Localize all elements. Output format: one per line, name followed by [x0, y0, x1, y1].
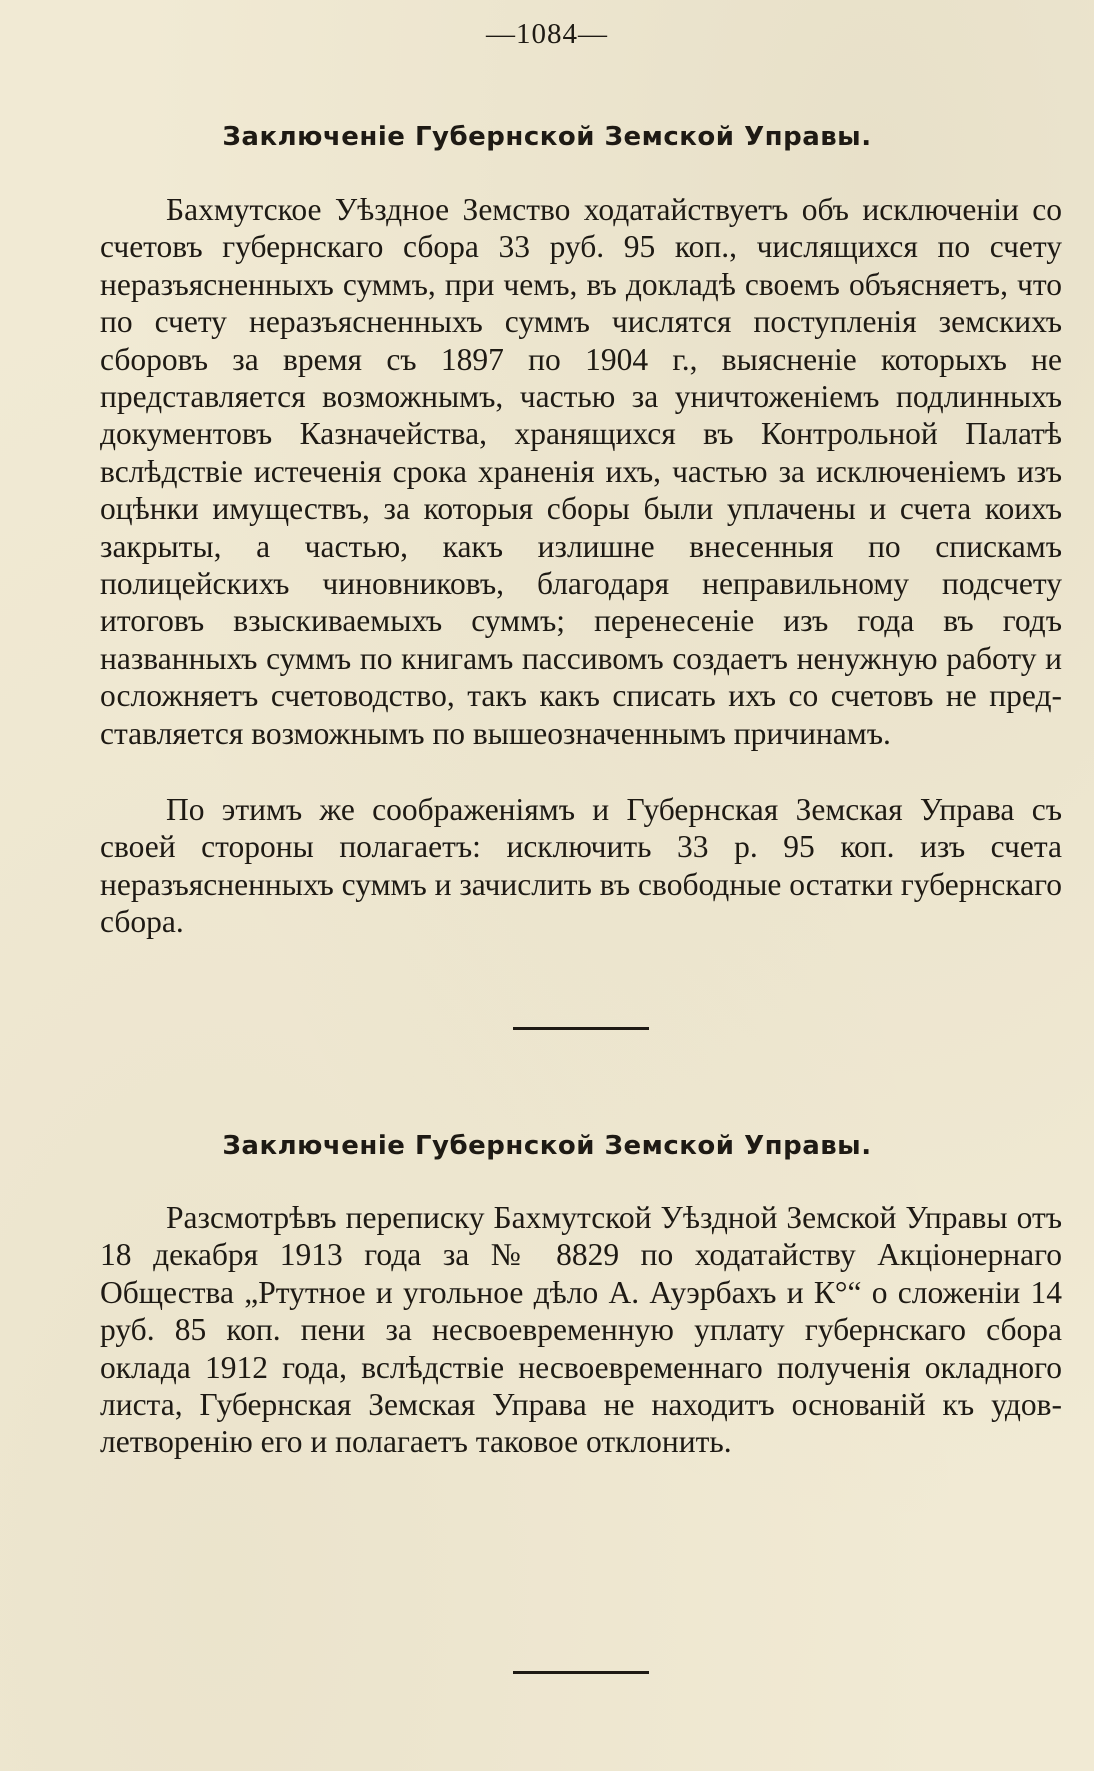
section-1-paragraph-1: Бахмутское Уѣздное Земство ходатайствуетъ объ исключеніи со счетовъ губернскаго сбора 33 руб. 95 коп., числящихся по счету неразъясненныхъ суммъ, при чемъ, въ докладѣ своемъ объясняетъ, что по счету неразъясненныхъ суммъ числятся поступленія земскихъ сборовъ за время съ 1897 по 1904 г., выясненіе которыхъ не представляется возможнымъ, частью за уничтоженіемъ подлинныхъ документовъ Казначейства, хранящихся въ Контрольной Палатѣ вслѣдствіе истеченія срока храненія ихъ, частью за исключеніемъ изъ оцѣнки имуществъ, за которыя сборы были уплачены и счета коихъ закрыты, а частью, какъ излишне внесенныя по спискамъ полицейскихъ чиновниковъ, благодаря неправильному подсчету итоговъ взыскиваемыхъ суммъ; перенесеніе изъ года въ годъ названныхъ суммъ по книгамъ пассивомъ создаетъ ненужную работу и осложняетъ счетоводство, такъ какъ списать ихъ со счетовъ не представляется возможнымъ по вышеозначеннымъ причинамъ. — [100, 192, 1062, 751]
section-2-heading: Заключеніе Губернской Земской Управы. — [222, 1131, 872, 1161]
page-number: —1084— — [486, 18, 608, 50]
section-1-heading: Заключеніе Губернской Земской Управы. — [222, 122, 872, 152]
section-2-paragraph-1: Разсмотрѣвъ переписку Бахмутской Уѣздной Земской Управы отъ 18 декабря 1913 года за № 8829 по ходатайству Акціонернаго Общества „Ртутное и угольное дѣло А. Ауэрбахъ и К°“ о сложеніи 14 руб. 85 коп. пени за несвоевременную уплату губернскаго сбора оклада 1912 года, вслѣдствіе несвоевременнаго полученія окладного листа, Губернская Земская Управа не находитъ основаній къ удовлетворенію его и полагаетъ таковое отклонить. — [100, 1200, 1062, 1460]
section-divider — [513, 1671, 649, 1674]
section-1-paragraph-2: По этимъ же соображеніямъ и Губернская Земская Управа съ своей стороны полагаетъ: исключить 33 р. 95 коп. изъ счета неразъясненныхъ суммъ и зачислить въ свободные остатки губернскаго сбора. — [100, 792, 1062, 940]
section-divider — [513, 1027, 649, 1030]
